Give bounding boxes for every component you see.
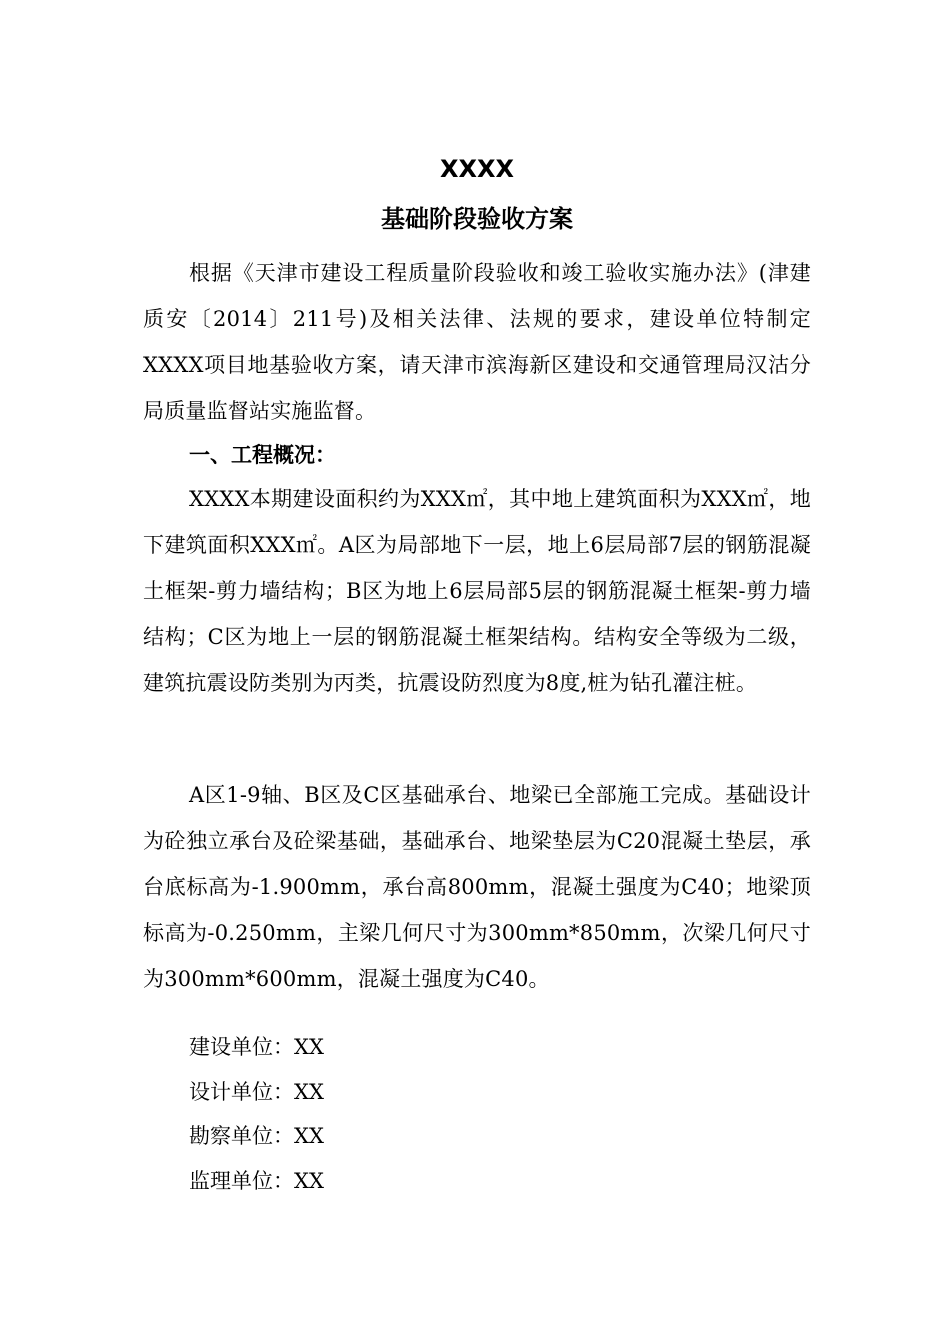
foundation-paragraph: A区1-9轴、B区及C区基础承台、地梁已全部施工完成。基础设计为砼独立承台及砼梁基础，基础承台、地梁垫层为C20混凝土垫层，承台底标高为-1.900mm，承台高800mm，混凝土强度为C40；地梁顶标高为-0.250mm，主梁几何尺寸为300mm*850mm，次梁几何尺寸为300mm*600mm，混凝土强度为C40。 (143, 783, 811, 991)
document-title-code: XXXX (439, 155, 514, 183)
overview-paragraph: XXXX本期建设面积约为XXX㎡，其中地上建筑面积为XXX㎡，地下建筑面积XXX㎡。A区为局部地下一层，地上6层局部7层的钢筋混凝土框架-剪力墙结构；B区为地上6层局部5层的钢筋混凝土框架-剪力墙结构；C区为地上一层的钢筋混凝土框架结构。结构安全等级为二级，建筑抗震设防类别为丙类，抗震设防烈度为8度,桩为钻孔灌注桩。 (143, 487, 811, 695)
unit-design: 设计单位：XX (189, 1079, 324, 1104)
document-title: 基础阶段验收方案 (381, 205, 573, 233)
unit-construction: 建设单位：XX (189, 1035, 324, 1059)
participating-units-list (189, 1025, 324, 1203)
intro-paragraph: 根据《天津市建设工程质量阶段验收和竣工验收实施办法》(津建质安〔2014〕211号)及相关法律、法规的要求，建设单位特制定XXXX项目地基验收方案，请天津市滨海新区建设和交通管理局汉沽分局质量监督站实施监督。 (143, 261, 811, 423)
section-heading-overview: 一、工程概况： (189, 443, 336, 467)
unit-survey: 勘察单位：XX (189, 1124, 324, 1149)
unit-supervision: 监理单位：XX (189, 1168, 324, 1193)
